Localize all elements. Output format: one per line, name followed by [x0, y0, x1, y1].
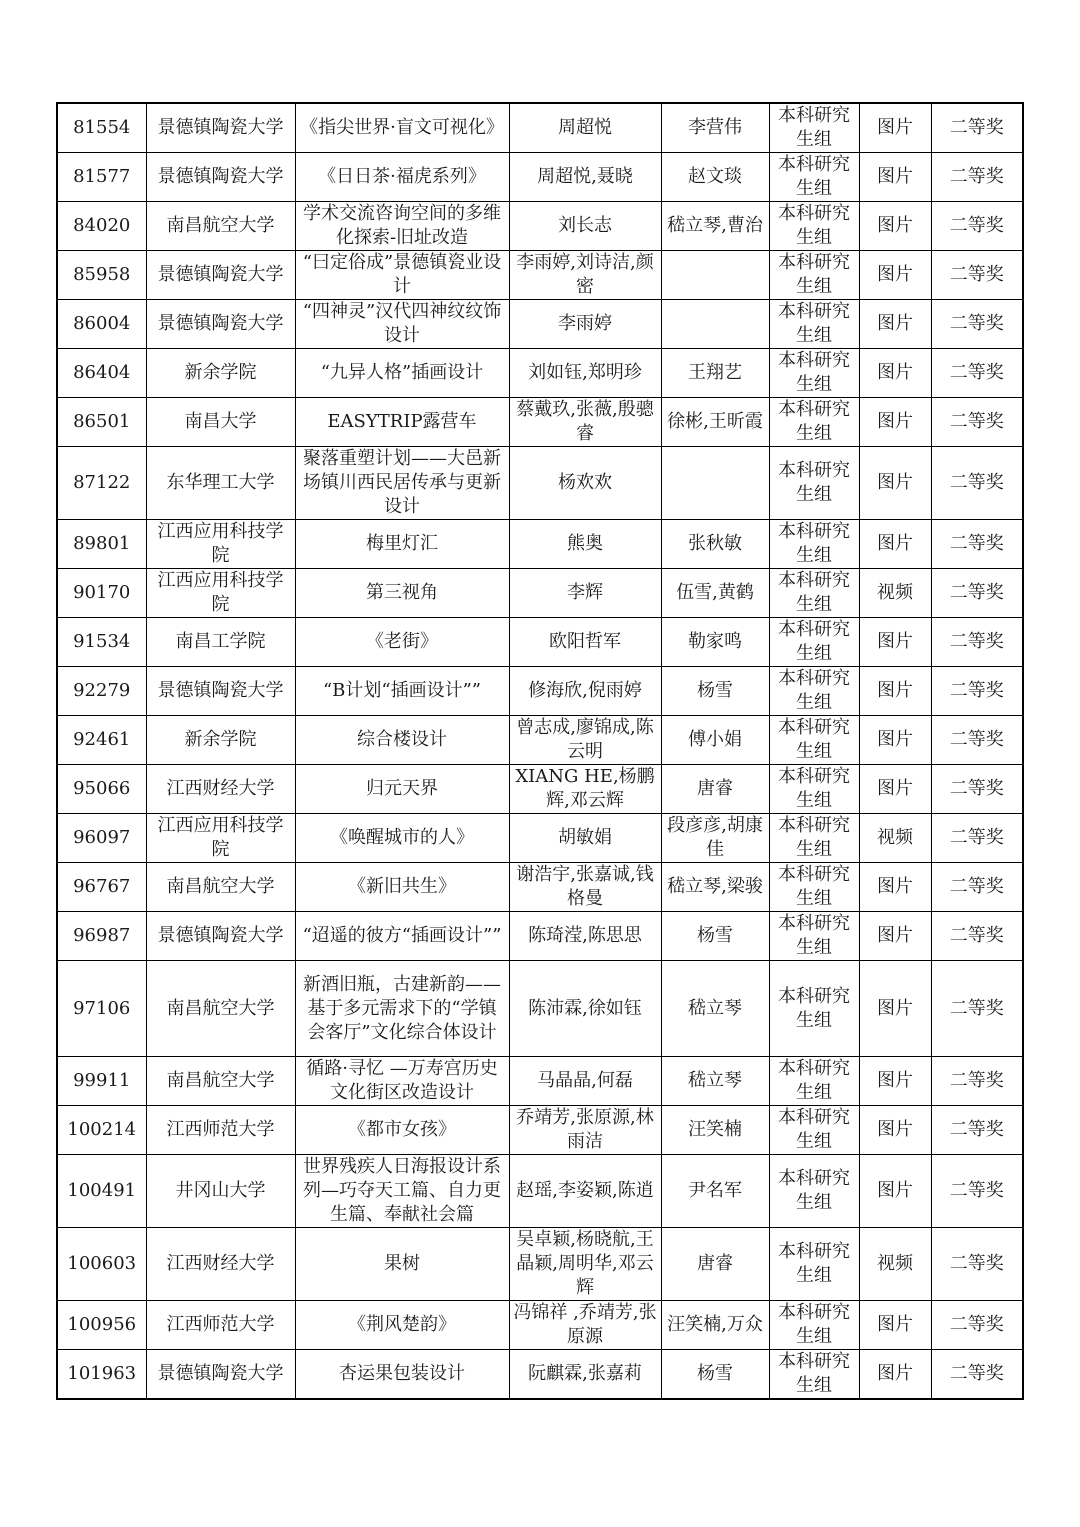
- work-title-cell: 循路·寻忆 —万寿宫历史文化街区改造设计: [295, 1057, 509, 1106]
- award-table-body: [57, 103, 1023, 1399]
- school-cell: 景德镇陶瓷大学: [146, 912, 295, 961]
- authors-cell: 李雨婷: [509, 300, 661, 349]
- table-row: [57, 1301, 1023, 1350]
- work-type-cell: 图片: [859, 398, 931, 447]
- authors-cell: 周超悦: [509, 103, 661, 153]
- group-cell: 本科研究生组: [769, 765, 859, 814]
- authors-cell: 刘长志: [509, 202, 661, 251]
- work-title-cell: 果树: [295, 1228, 509, 1301]
- authors-cell: 冯锦祥 ,乔靖芳,张原源: [509, 1301, 661, 1350]
- advisor-cell: 赵文琰: [661, 153, 769, 202]
- award-level-cell: 二等奖: [931, 814, 1023, 863]
- award-level-cell: 二等奖: [931, 103, 1023, 153]
- entry-id-cell: 84020: [57, 202, 146, 251]
- advisor-cell: 嵇立琴,梁骏: [661, 863, 769, 912]
- table-row: [57, 520, 1023, 569]
- award-level-cell: 二等奖: [931, 667, 1023, 716]
- award-level-cell: 二等奖: [931, 1155, 1023, 1228]
- table-row: [57, 103, 1023, 153]
- group-cell: 本科研究生组: [769, 1228, 859, 1301]
- award-level-cell: 二等奖: [931, 202, 1023, 251]
- entry-id-cell: 92461: [57, 716, 146, 765]
- school-cell: 景德镇陶瓷大学: [146, 103, 295, 153]
- authors-cell: 刘如钰,郑明珍: [509, 349, 661, 398]
- authors-cell: 李雨婷,刘诗洁,颜密: [509, 251, 661, 300]
- authors-cell: 蔡戴玖,张薇,殷骢睿: [509, 398, 661, 447]
- entry-id-cell: 87122: [57, 447, 146, 520]
- group-cell: 本科研究生组: [769, 251, 859, 300]
- school-cell: 景德镇陶瓷大学: [146, 300, 295, 349]
- advisor-cell: 杨雪: [661, 667, 769, 716]
- authors-cell: XIANG HE,杨鹏辉,邓云辉: [509, 765, 661, 814]
- group-cell: 本科研究生组: [769, 716, 859, 765]
- work-title-cell: 《唤醒城市的人》: [295, 814, 509, 863]
- school-cell: 江西应用科技学院: [146, 569, 295, 618]
- school-cell: 江西应用科技学院: [146, 814, 295, 863]
- school-cell: 南昌工学院: [146, 618, 295, 667]
- authors-cell: 陈沛霖,徐如钰: [509, 961, 661, 1057]
- award-level-cell: 二等奖: [931, 1106, 1023, 1155]
- school-cell: 南昌航空大学: [146, 863, 295, 912]
- authors-cell: 曾志成,廖锦成,陈云明: [509, 716, 661, 765]
- entry-id-cell: 95066: [57, 765, 146, 814]
- award-level-cell: 二等奖: [931, 1057, 1023, 1106]
- table-row: [57, 1106, 1023, 1155]
- advisor-cell: 尹名军: [661, 1155, 769, 1228]
- work-type-cell: 图片: [859, 447, 931, 520]
- work-type-cell: 视频: [859, 569, 931, 618]
- entry-id-cell: 96097: [57, 814, 146, 863]
- school-cell: 景德镇陶瓷大学: [146, 251, 295, 300]
- work-title-cell: 学术交流咨询空间的多维化探索-旧址改造: [295, 202, 509, 251]
- entry-id-cell: 96987: [57, 912, 146, 961]
- advisor-cell: 王翔艺: [661, 349, 769, 398]
- work-title-cell: 第三视角: [295, 569, 509, 618]
- group-cell: 本科研究生组: [769, 520, 859, 569]
- entry-id-cell: 100491: [57, 1155, 146, 1228]
- group-cell: 本科研究生组: [769, 618, 859, 667]
- award-level-cell: 二等奖: [931, 765, 1023, 814]
- group-cell: 本科研究生组: [769, 300, 859, 349]
- award-level-cell: 二等奖: [931, 398, 1023, 447]
- entry-id-cell: 90170: [57, 569, 146, 618]
- school-cell: 南昌航空大学: [146, 961, 295, 1057]
- award-level-cell: 二等奖: [931, 863, 1023, 912]
- authors-cell: 胡敏娟: [509, 814, 661, 863]
- authors-cell: 周超悦,聂晓: [509, 153, 661, 202]
- table-row: [57, 765, 1023, 814]
- school-cell: 江西财经大学: [146, 765, 295, 814]
- award-level-cell: 二等奖: [931, 961, 1023, 1057]
- work-type-cell: 图片: [859, 912, 931, 961]
- school-cell: 景德镇陶瓷大学: [146, 153, 295, 202]
- work-type-cell: 图片: [859, 103, 931, 153]
- authors-cell: 赵瑶,李姿颖,陈逍: [509, 1155, 661, 1228]
- award-level-cell: 二等奖: [931, 1301, 1023, 1350]
- work-type-cell: 图片: [859, 251, 931, 300]
- work-type-cell: 图片: [859, 202, 931, 251]
- work-title-cell: “B计划“插画设计””: [295, 667, 509, 716]
- table-row: [57, 1155, 1023, 1228]
- group-cell: 本科研究生组: [769, 202, 859, 251]
- work-title-cell: “九异人格”插画设计: [295, 349, 509, 398]
- school-cell: 江西师范大学: [146, 1106, 295, 1155]
- advisor-cell: 徐彬,王昕霞: [661, 398, 769, 447]
- table-row: [57, 961, 1023, 1057]
- table-row: [57, 447, 1023, 520]
- entry-id-cell: 99911: [57, 1057, 146, 1106]
- work-type-cell: 图片: [859, 520, 931, 569]
- work-type-cell: 图片: [859, 1155, 931, 1228]
- entry-id-cell: 86004: [57, 300, 146, 349]
- award-level-cell: 二等奖: [931, 300, 1023, 349]
- work-type-cell: 图片: [859, 1350, 931, 1400]
- work-title-cell: 世界残疾人日海报设计系列—巧夺天工篇、自力更生篇、奉献社会篇: [295, 1155, 509, 1228]
- work-type-cell: 图片: [859, 1301, 931, 1350]
- work-title-cell: 《老街》: [295, 618, 509, 667]
- table-row: [57, 716, 1023, 765]
- work-type-cell: 图片: [859, 349, 931, 398]
- work-title-cell: 《新旧共生》: [295, 863, 509, 912]
- advisor-cell: 李营伟: [661, 103, 769, 153]
- school-cell: 景德镇陶瓷大学: [146, 667, 295, 716]
- advisor-cell: 勒家鸣: [661, 618, 769, 667]
- school-cell: 东华理工大学: [146, 447, 295, 520]
- entry-id-cell: 89801: [57, 520, 146, 569]
- work-type-cell: 图片: [859, 667, 931, 716]
- work-title-cell: 综合楼设计: [295, 716, 509, 765]
- entry-id-cell: 100956: [57, 1301, 146, 1350]
- advisor-cell: [661, 251, 769, 300]
- authors-cell: 马晶晶,何磊: [509, 1057, 661, 1106]
- group-cell: 本科研究生组: [769, 1301, 859, 1350]
- table-row: [57, 618, 1023, 667]
- table-row: [57, 300, 1023, 349]
- school-cell: 南昌航空大学: [146, 1057, 295, 1106]
- authors-cell: 欧阳哲军: [509, 618, 661, 667]
- entry-id-cell: 100214: [57, 1106, 146, 1155]
- work-title-cell: “四神灵”汉代四神纹纹饰设计: [295, 300, 509, 349]
- group-cell: 本科研究生组: [769, 398, 859, 447]
- work-title-cell: EASYTRIP露营车: [295, 398, 509, 447]
- school-cell: 江西财经大学: [146, 1228, 295, 1301]
- work-title-cell: 《指尖世界·盲文可视化》: [295, 103, 509, 153]
- table-row: [57, 1228, 1023, 1301]
- work-title-cell: 杏运果包装设计: [295, 1350, 509, 1400]
- advisor-cell: 傅小娟: [661, 716, 769, 765]
- authors-cell: 阮麒霖,张嘉莉: [509, 1350, 661, 1400]
- school-cell: 南昌大学: [146, 398, 295, 447]
- advisor-cell: 汪笑楠,万众: [661, 1301, 769, 1350]
- authors-cell: 修海欣,倪雨婷: [509, 667, 661, 716]
- group-cell: 本科研究生组: [769, 1350, 859, 1400]
- table-row: [57, 251, 1023, 300]
- group-cell: 本科研究生组: [769, 961, 859, 1057]
- school-cell: 新余学院: [146, 716, 295, 765]
- entry-id-cell: 101963: [57, 1350, 146, 1400]
- award-level-cell: 二等奖: [931, 912, 1023, 961]
- work-type-cell: 图片: [859, 961, 931, 1057]
- table-row: [57, 814, 1023, 863]
- work-type-cell: 视频: [859, 1228, 931, 1301]
- advisor-cell: 嵇立琴: [661, 1057, 769, 1106]
- entry-id-cell: 91534: [57, 618, 146, 667]
- school-cell: 井冈山大学: [146, 1155, 295, 1228]
- award-level-cell: 二等奖: [931, 520, 1023, 569]
- award-level-cell: 二等奖: [931, 569, 1023, 618]
- authors-cell: 吴卓颖,杨晓航,王晶颖,周明华,邓云辉: [509, 1228, 661, 1301]
- work-title-cell: 聚落重塑计划——大邑新场镇川西民居传承与更新设计: [295, 447, 509, 520]
- school-cell: 新余学院: [146, 349, 295, 398]
- table-row: [57, 667, 1023, 716]
- advisor-cell: 张秋敏: [661, 520, 769, 569]
- table-row: [57, 398, 1023, 447]
- work-type-cell: 图片: [859, 765, 931, 814]
- award-level-cell: 二等奖: [931, 716, 1023, 765]
- work-type-cell: 图片: [859, 1057, 931, 1106]
- advisor-cell: 段彦彦,胡康佳: [661, 814, 769, 863]
- advisor-cell: [661, 300, 769, 349]
- work-type-cell: 视频: [859, 814, 931, 863]
- group-cell: 本科研究生组: [769, 447, 859, 520]
- group-cell: 本科研究生组: [769, 569, 859, 618]
- award-level-cell: 二等奖: [931, 251, 1023, 300]
- work-type-cell: 图片: [859, 153, 931, 202]
- work-title-cell: 归元天界: [295, 765, 509, 814]
- work-title-cell: “曰定俗成”景德镇瓷业设计: [295, 251, 509, 300]
- award-level-cell: 二等奖: [931, 618, 1023, 667]
- school-cell: 江西师范大学: [146, 1301, 295, 1350]
- entry-id-cell: 96767: [57, 863, 146, 912]
- table-row: [57, 863, 1023, 912]
- authors-cell: 杨欢欢: [509, 447, 661, 520]
- table-row: [57, 1057, 1023, 1106]
- authors-cell: 李辉: [509, 569, 661, 618]
- table-row: [57, 1350, 1023, 1400]
- advisor-cell: 嵇立琴,曹治: [661, 202, 769, 251]
- advisor-cell: 伍雪,黄鹤: [661, 569, 769, 618]
- work-type-cell: 图片: [859, 618, 931, 667]
- advisor-cell: 嵇立琴: [661, 961, 769, 1057]
- group-cell: 本科研究生组: [769, 814, 859, 863]
- entry-id-cell: 86404: [57, 349, 146, 398]
- authors-cell: 乔靖芳,张原源,林雨洁: [509, 1106, 661, 1155]
- authors-cell: 熊奥: [509, 520, 661, 569]
- advisor-cell: 杨雪: [661, 912, 769, 961]
- group-cell: 本科研究生组: [769, 667, 859, 716]
- group-cell: 本科研究生组: [769, 153, 859, 202]
- entry-id-cell: 86501: [57, 398, 146, 447]
- group-cell: 本科研究生组: [769, 912, 859, 961]
- group-cell: 本科研究生组: [769, 1106, 859, 1155]
- group-cell: 本科研究生组: [769, 1155, 859, 1228]
- work-title-cell: 《荆风楚韵》: [295, 1301, 509, 1350]
- entry-id-cell: 100603: [57, 1228, 146, 1301]
- entry-id-cell: 81577: [57, 153, 146, 202]
- table-row: [57, 349, 1023, 398]
- work-title-cell: 新酒旧瓶，古建新韵——基于多元需求下的“学镇会客厅”文化综合体设计: [295, 961, 509, 1057]
- authors-cell: 陈琦滢,陈思思: [509, 912, 661, 961]
- authors-cell: 谢浩宇,张嘉诚,钱格曼: [509, 863, 661, 912]
- advisor-cell: 唐睿: [661, 1228, 769, 1301]
- school-cell: 景德镇陶瓷大学: [146, 1350, 295, 1400]
- work-type-cell: 图片: [859, 716, 931, 765]
- work-title-cell: 《日日茶·福虎系列》: [295, 153, 509, 202]
- entry-id-cell: 81554: [57, 103, 146, 153]
- award-results-table: [56, 102, 1024, 1400]
- advisor-cell: 唐睿: [661, 765, 769, 814]
- advisor-cell: 汪笑楠: [661, 1106, 769, 1155]
- entry-id-cell: 92279: [57, 667, 146, 716]
- table-row: [57, 912, 1023, 961]
- table-row: [57, 202, 1023, 251]
- work-title-cell: 梅里灯汇: [295, 520, 509, 569]
- advisor-cell: [661, 447, 769, 520]
- group-cell: 本科研究生组: [769, 863, 859, 912]
- table-row: [57, 153, 1023, 202]
- award-level-cell: 二等奖: [931, 447, 1023, 520]
- group-cell: 本科研究生组: [769, 349, 859, 398]
- work-type-cell: 图片: [859, 863, 931, 912]
- award-level-cell: 二等奖: [931, 1350, 1023, 1400]
- entry-id-cell: 97106: [57, 961, 146, 1057]
- group-cell: 本科研究生组: [769, 103, 859, 153]
- award-level-cell: 二等奖: [931, 153, 1023, 202]
- work-title-cell: 《都市女孩》: [295, 1106, 509, 1155]
- work-type-cell: 图片: [859, 1106, 931, 1155]
- advisor-cell: 杨雪: [661, 1350, 769, 1400]
- award-level-cell: 二等奖: [931, 349, 1023, 398]
- entry-id-cell: 85958: [57, 251, 146, 300]
- school-cell: 南昌航空大学: [146, 202, 295, 251]
- group-cell: 本科研究生组: [769, 1057, 859, 1106]
- table-row: [57, 569, 1023, 618]
- school-cell: 江西应用科技学院: [146, 520, 295, 569]
- work-type-cell: 图片: [859, 300, 931, 349]
- work-title-cell: “迢遥的彼方“插画设计””: [295, 912, 509, 961]
- award-level-cell: 二等奖: [931, 1228, 1023, 1301]
